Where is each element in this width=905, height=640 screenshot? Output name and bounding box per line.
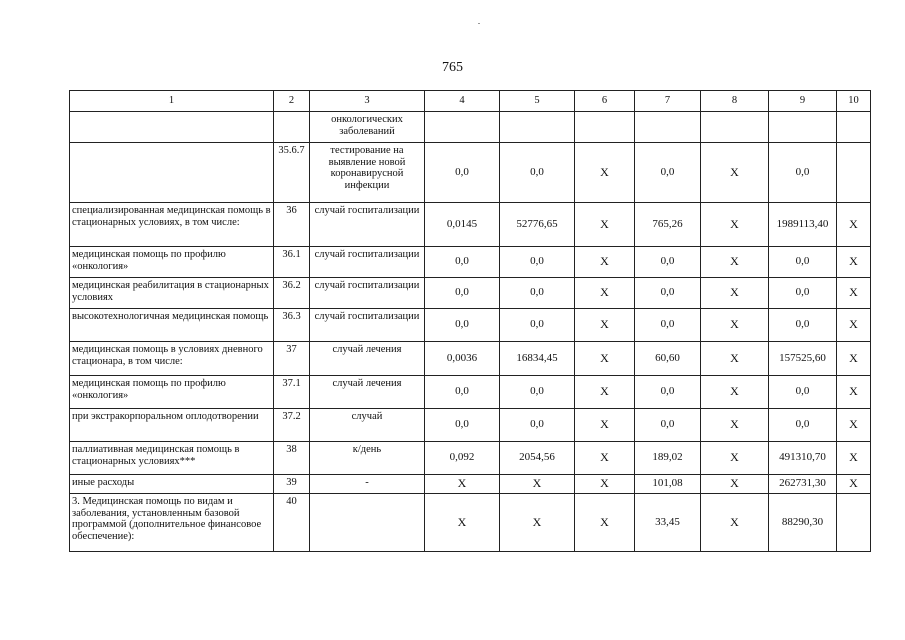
cell-col-10: Х <box>837 247 871 278</box>
cell-col-4 <box>425 112 500 143</box>
cell-col-2: 36 <box>274 203 310 247</box>
cell-col-2: 36.3 <box>274 309 310 342</box>
cell-col-6: Х <box>575 203 635 247</box>
cell-col-5: 0,0 <box>500 376 575 409</box>
cell-col-9: 0,0 <box>769 247 837 278</box>
cell-col-10: Х <box>837 278 871 309</box>
cell-col-2 <box>274 112 310 143</box>
cell-col-4: 0,0 <box>425 376 500 409</box>
table-row <box>70 247 871 278</box>
column-header: 10 <box>837 91 871 112</box>
table-row <box>70 342 871 376</box>
column-header: 4 <box>425 91 500 112</box>
cell-col-10: Х <box>837 309 871 342</box>
cell-col-5: 0,0 <box>500 278 575 309</box>
cell-col-7: 189,02 <box>635 442 701 475</box>
cell-col-4: 0,0036 <box>425 342 500 376</box>
cell-col-2: 37.2 <box>274 409 310 442</box>
cell-col-6: Х <box>575 278 635 309</box>
cell-col-9: 0,0 <box>769 409 837 442</box>
cell-col-2: 40 <box>274 494 310 552</box>
cell-col-5: Х <box>500 475 575 494</box>
cell-col-1: медицинская помощь по профилю «онкология» <box>70 247 274 278</box>
cell-col-6: Х <box>575 409 635 442</box>
cell-col-2: 37.1 <box>274 376 310 409</box>
cell-col-8 <box>701 112 769 143</box>
cell-col-7: 0,0 <box>635 278 701 309</box>
cell-col-6: Х <box>575 376 635 409</box>
table-row <box>70 409 871 442</box>
cell-col-4: 0,0 <box>425 309 500 342</box>
cell-col-2: 36.1 <box>274 247 310 278</box>
cell-col-7: 0,0 <box>635 247 701 278</box>
cell-col-3: случай госпитализации <box>310 203 425 247</box>
cell-col-3: случай госпитализации <box>310 278 425 309</box>
cell-col-5: Х <box>500 494 575 552</box>
cell-col-7: 765,26 <box>635 203 701 247</box>
cell-col-9: 88290,30 <box>769 494 837 552</box>
cell-col-5: 2054,56 <box>500 442 575 475</box>
cell-col-1: специализированная медицинская помощь в стационарных условиях, в том числе: <box>70 203 274 247</box>
cell-col-8: Х <box>701 442 769 475</box>
cell-col-2: 39 <box>274 475 310 494</box>
table-row <box>70 442 871 475</box>
table-row <box>70 494 871 552</box>
cell-col-1: высокотехнологичная медицинская помощь <box>70 309 274 342</box>
data-table <box>69 90 871 552</box>
table-row <box>70 475 871 494</box>
cell-col-10: Х <box>837 342 871 376</box>
cell-col-10 <box>837 112 871 143</box>
cell-col-4: Х <box>425 494 500 552</box>
cell-col-9: 0,0 <box>769 376 837 409</box>
cell-col-9: 0,0 <box>769 143 837 203</box>
table-row <box>70 143 871 203</box>
cell-col-9: 0,0 <box>769 278 837 309</box>
cell-col-1: медицинская помощь по профилю «онкология» <box>70 376 274 409</box>
column-header: 6 <box>575 91 635 112</box>
cell-col-4: 0,0 <box>425 409 500 442</box>
cell-col-10: Х <box>837 442 871 475</box>
cell-col-6: Х <box>575 309 635 342</box>
cell-col-7: 60,60 <box>635 342 701 376</box>
cell-col-8: Х <box>701 309 769 342</box>
cell-col-10: Х <box>837 475 871 494</box>
cell-col-2: 38 <box>274 442 310 475</box>
cell-col-1: при экстракорпоральном оплодотворении <box>70 409 274 442</box>
column-header: 1 <box>70 91 274 112</box>
cell-col-8: Х <box>701 342 769 376</box>
cell-col-8: Х <box>701 203 769 247</box>
cell-col-3: онкологических заболеваний <box>310 112 425 143</box>
cell-col-4: 0,0 <box>425 247 500 278</box>
column-header: 9 <box>769 91 837 112</box>
table-row <box>70 278 871 309</box>
cell-col-3 <box>310 494 425 552</box>
cell-col-4: 0,0145 <box>425 203 500 247</box>
cell-col-7: 0,0 <box>635 409 701 442</box>
cell-col-9: 0,0 <box>769 309 837 342</box>
cell-col-10 <box>837 143 871 203</box>
header-row <box>70 91 871 112</box>
table-row <box>70 309 871 342</box>
cell-col-9 <box>769 112 837 143</box>
cell-col-8: Х <box>701 494 769 552</box>
cell-col-5: 0,0 <box>500 143 575 203</box>
cell-col-5: 0,0 <box>500 247 575 278</box>
cell-col-1: медицинская помощь в условиях дневного стационара, в том числе: <box>70 342 274 376</box>
cell-col-7: 0,0 <box>635 376 701 409</box>
cell-col-6: Х <box>575 342 635 376</box>
table-row <box>70 203 871 247</box>
cell-col-4: 0,0 <box>425 278 500 309</box>
cell-col-8: Х <box>701 475 769 494</box>
cell-col-8: Х <box>701 376 769 409</box>
cell-col-6: Х <box>575 143 635 203</box>
column-header: 2 <box>274 91 310 112</box>
cell-col-2: 37 <box>274 342 310 376</box>
cell-col-7 <box>635 112 701 143</box>
cell-col-3: случай лечения <box>310 376 425 409</box>
cell-col-4: Х <box>425 475 500 494</box>
cell-col-4: 0,0 <box>425 143 500 203</box>
cell-col-3: - <box>310 475 425 494</box>
cell-col-3: случай госпитализации <box>310 247 425 278</box>
column-header: 7 <box>635 91 701 112</box>
page-number: 765 <box>442 60 463 75</box>
cell-col-2: 35.6.7 <box>274 143 310 203</box>
cell-col-9: 491310,70 <box>769 442 837 475</box>
cell-col-6: Х <box>575 442 635 475</box>
cell-col-1 <box>70 112 274 143</box>
cell-col-5: 0,0 <box>500 409 575 442</box>
column-header: 5 <box>500 91 575 112</box>
cell-col-3: тестирование на выявление новой коронавирусной инфекции <box>310 143 425 203</box>
cell-col-9: 1989113,40 <box>769 203 837 247</box>
cell-col-7: 0,0 <box>635 143 701 203</box>
cell-col-8: Х <box>701 278 769 309</box>
cell-col-10: Х <box>837 203 871 247</box>
cell-col-8: Х <box>701 409 769 442</box>
cell-col-10: Х <box>837 376 871 409</box>
cell-col-8: Х <box>701 247 769 278</box>
cell-col-6: Х <box>575 494 635 552</box>
cell-col-9: 157525,60 <box>769 342 837 376</box>
cell-col-1: 3. Медицинская помощь по видам и заболевания, установленным базовой программой (дополнительное финансовое обеспечение): <box>70 494 274 552</box>
cell-col-1: иные расходы <box>70 475 274 494</box>
scan-speck <box>478 23 480 24</box>
cell-col-9: 262731,30 <box>769 475 837 494</box>
cell-col-5: 52776,65 <box>500 203 575 247</box>
table-row <box>70 112 871 143</box>
cell-col-7: 33,45 <box>635 494 701 552</box>
cell-col-6: Х <box>575 247 635 278</box>
cell-col-3: случай госпитализации <box>310 309 425 342</box>
cell-col-3: случай лечения <box>310 342 425 376</box>
cell-col-7: 101,08 <box>635 475 701 494</box>
cell-col-6: Х <box>575 475 635 494</box>
cell-col-5: 16834,45 <box>500 342 575 376</box>
cell-col-7: 0,0 <box>635 309 701 342</box>
cell-col-5: 0,0 <box>500 309 575 342</box>
cell-col-6 <box>575 112 635 143</box>
cell-col-1 <box>70 143 274 203</box>
cell-col-3: случай <box>310 409 425 442</box>
cell-col-1: паллиативная медицинская помощь в стационарных условиях*** <box>70 442 274 475</box>
column-header: 8 <box>701 91 769 112</box>
cell-col-1: медицинская реабилитация в стационарных условиях <box>70 278 274 309</box>
cell-col-3: к/день <box>310 442 425 475</box>
cell-col-10 <box>837 494 871 552</box>
cell-col-2: 36.2 <box>274 278 310 309</box>
cell-col-5 <box>500 112 575 143</box>
column-header: 3 <box>310 91 425 112</box>
cell-col-8: Х <box>701 143 769 203</box>
cell-col-10: Х <box>837 409 871 442</box>
table-row <box>70 376 871 409</box>
cell-col-4: 0,092 <box>425 442 500 475</box>
